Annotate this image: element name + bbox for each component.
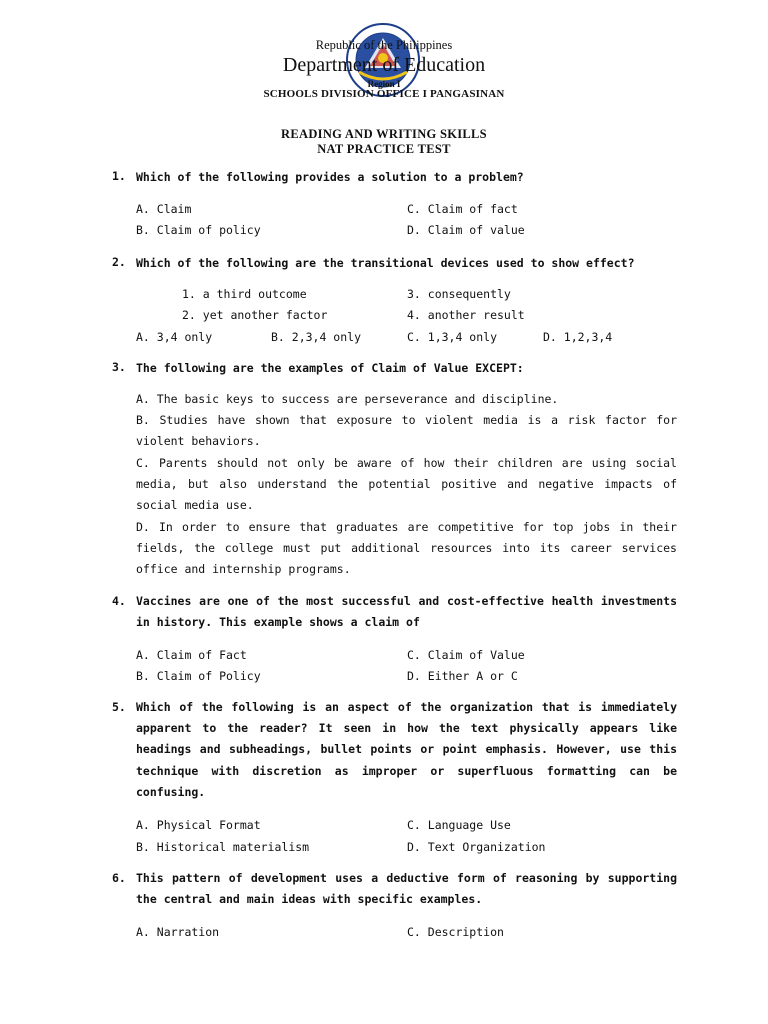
choice-b: B. Studies have shown that exposure to violent media is a risk factor for violent behaviors. bbox=[136, 413, 677, 449]
option-item: 2. yet another factor bbox=[182, 308, 328, 322]
choice-c: C. Claim of fact bbox=[407, 202, 518, 216]
question-text: Vaccines are one of the most successful and cost-effective health investments in history. This example shows a claim of bbox=[136, 594, 677, 630]
choice-d: D. Claim of value bbox=[407, 223, 525, 237]
choice-b: B. Historical materialism bbox=[136, 840, 310, 854]
test-subtitle: NAT PRACTICE TEST bbox=[317, 142, 451, 156]
question-number: 4. bbox=[112, 594, 126, 608]
question-number: 1. bbox=[112, 169, 126, 183]
choice-a: A. Claim bbox=[136, 202, 192, 216]
option-item: 1. a third outcome bbox=[182, 287, 307, 301]
question-text: Which of the following are the transitional devices used to show effect? bbox=[136, 256, 635, 270]
choice-b: B. 2,3,4 only bbox=[271, 330, 362, 344]
question-text: The following are the examples of Claim of Value EXCEPT: bbox=[136, 361, 524, 375]
choice-a: A. Claim of Fact bbox=[136, 648, 247, 662]
republic-line: Republic of the Philippines bbox=[315, 38, 453, 52]
option-item: 3. consequently bbox=[407, 287, 511, 301]
choice-d: D. 1,2,3,4 bbox=[543, 330, 613, 344]
question-number: 3. bbox=[112, 360, 126, 374]
choice-b: B. Claim of Policy bbox=[136, 669, 261, 683]
division-office: SCHOOLS DIVISION OFFICE I PANGASINAN bbox=[263, 88, 505, 100]
choice-c: C. Parents should not only be aware of how their children are using social media, but also understand the potential positive and negative impacts of social media use. bbox=[136, 456, 677, 513]
choice-d: D. In order to ensure that graduates are competitive for top jobs in their fields, the college must put additional resources into its career services office and internship programs. bbox=[136, 520, 677, 577]
test-title: READING AND WRITING SKILLS bbox=[281, 127, 487, 141]
choice-d: D. Text Organization bbox=[407, 840, 546, 854]
question-text: Which of the following provides a solution to a problem? bbox=[136, 170, 524, 184]
choice-a: A. Physical Format bbox=[136, 818, 261, 832]
choice-c: C. Claim of Value bbox=[407, 648, 525, 662]
question-text: Which of the following is an aspect of the organization that is immediately apparent to the reader? It seen in how the text physically appears like headings and subheadings, bullet points or point emphasis. However, use this technique with discretion as improper or superfluous formatting can be confusing. bbox=[136, 700, 677, 799]
choice-c: C. Language Use bbox=[407, 818, 511, 832]
department-title: Department of Education bbox=[282, 54, 486, 76]
question-text: This pattern of development uses a deductive form of reasoning by supporting the central and main ideas with specific examples. bbox=[136, 871, 677, 907]
question-number: 5. bbox=[112, 700, 126, 714]
choice-a: A. 3,4 only bbox=[136, 330, 213, 344]
choice-b: B. Claim of policy bbox=[136, 223, 261, 237]
question-number: 6. bbox=[112, 871, 126, 885]
question-number: 2. bbox=[112, 255, 126, 269]
choice-c: C. Description bbox=[407, 925, 504, 939]
choice-a: A. Narration bbox=[136, 925, 220, 939]
choice-c: C. 1,3,4 only bbox=[407, 330, 498, 344]
option-item: 4. another result bbox=[407, 308, 525, 322]
choice-d: D. Either A or C bbox=[407, 669, 518, 683]
choice-a: A. The basic keys to success are perseverance and discipline. bbox=[136, 392, 559, 406]
region-label: Region I bbox=[367, 79, 401, 89]
